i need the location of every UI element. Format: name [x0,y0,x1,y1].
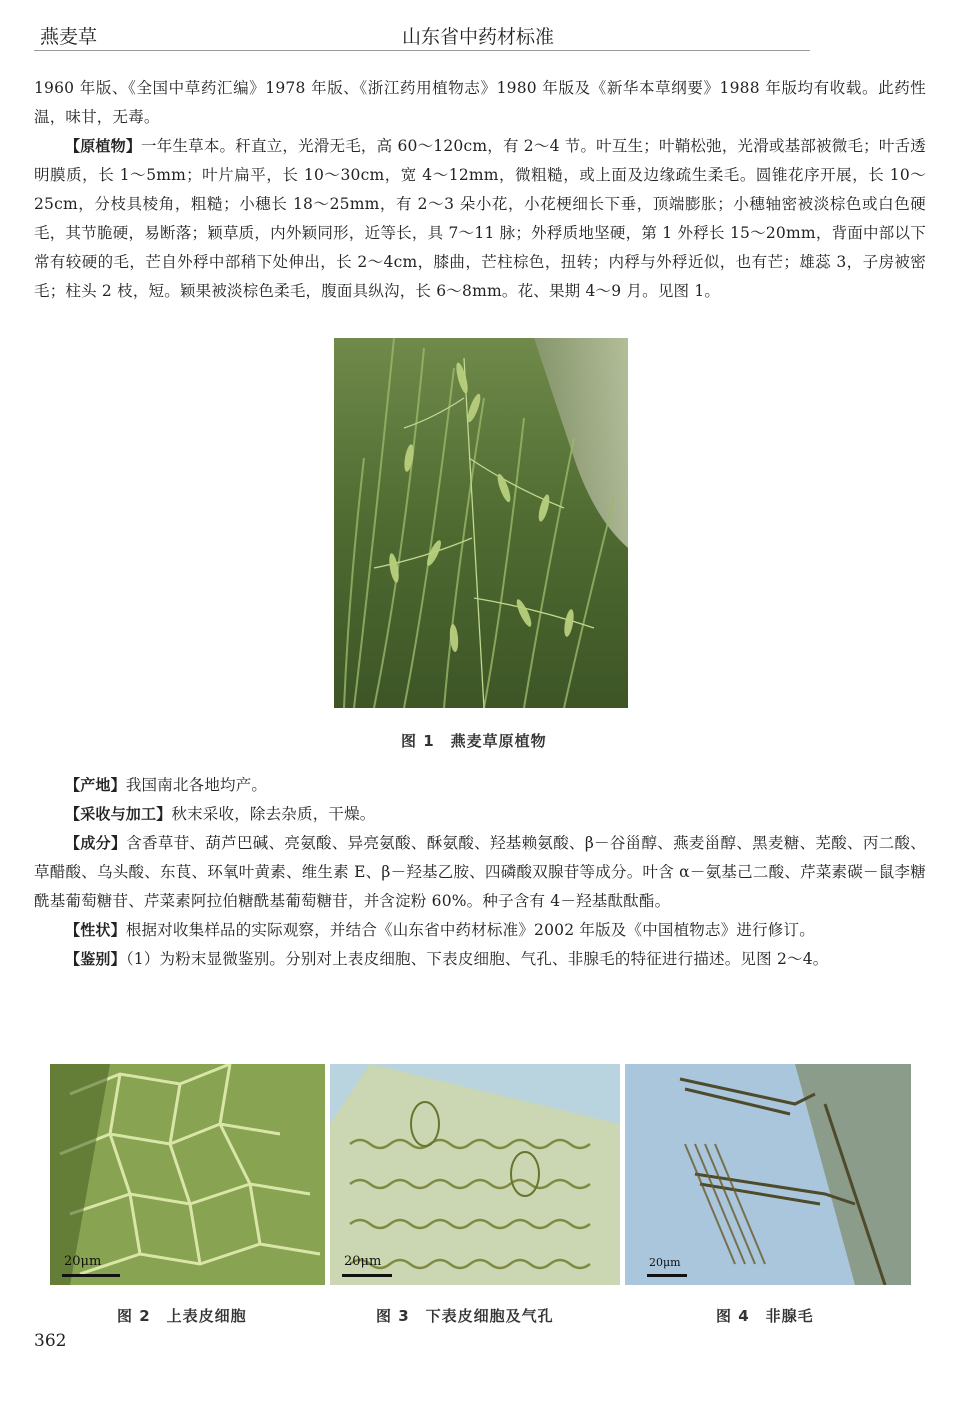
section-label: 【成分】 [65,834,127,852]
scale-label: 20μm [344,1254,382,1269]
section-text: （1）为粉末显微鉴别。分别对上表皮细胞、下表皮细胞、气孔、非腺毛的特征进行描述。见图 2～4。 [125,950,829,968]
section-label: 【鉴别】 [65,950,126,968]
plant-paragraph [34,132,926,306]
figure-4-caption: 图 4 非腺毛 [716,1307,814,1325]
page-number: 362 [34,1331,67,1351]
figure-1-caption: 图 1 燕麦草原植物 [401,732,547,750]
scale-bar [62,1274,120,1277]
section-text: 我国南北各地均产。 [125,776,268,794]
intro-paragraph: 1960 年版、《全国中草药汇编》1978 年版、《浙江药用植物志》1980 年版及《新华本草纲要》1988 年版均有收载。此药性温，味甘，无毒。 [34,79,926,126]
figure-2-caption: 图 2 上表皮细胞 [117,1307,247,1325]
body-text-sections [34,771,926,974]
scale-label: 20μm [64,1254,102,1269]
header-book-title: 山东省中药材标准 [402,26,555,48]
scale-bar [647,1274,687,1277]
section-harvest [34,800,926,829]
figure-3-caption: 图 3 下表皮细胞及气孔 [376,1307,554,1325]
section-label: 【性状】 [65,921,126,939]
section-identification [34,945,926,974]
section-text: 秋末采收，除去杂质，干燥。 [171,805,376,823]
section-label: 【产地】 [65,776,126,794]
plant-photo [334,338,628,708]
micrograph-image [330,1064,620,1285]
micrograph-non-glandular-hair [625,1064,911,1285]
plant-text: 一年生草本。秆直立，光滑无毛，高 60～120cm，有 2～4 节。叶互生；叶鞘松弛，光滑或基部被微毛；叶舌透明膜质，长 1～5mm；叶片扁平，长 10～30cm，宽 4～12mm，微粗糙，或上面及边缘疏生柔毛。圆锥花序开展，长 10～25cm，分枝具棱角，粗糙；小穗长 18～25mm，有 2～3 朵小花，小花梗细长下垂，顶端膨胀；小穗轴密被淡棕色或白色硬毛，其节脆硬，易断落；颖草质，内外颖同形，近等长，具 7～11 脉；外稃质地坚硬，第 1 外稃长 15～20mm，背面中部以下常有较硬的毛，芒自外稃中部稍下处伸出，长 2～4cm，膝曲，芒柱棕色，扭转；内稃与外稃近似，也有芒；雄蕊 3，子房被密毛；柱头 2 枝，短。颖果被淡棕色柔毛，腹面具纵沟，长 6～8mm。花、果期 4～9 月。见图 1。 [34,137,926,300]
section-text: 含香草苷、葫芦巴碱、亮氨酸、异亮氨酸、酥氨酸、羟基赖氨酸、β－谷甾醇、燕麦甾醇、黑麦糖、芜酸、丙二酸、草醋酸、乌头酸、东茛、环氧叶黄素、维生素 E、β－羟基乙胺、四磷酸双腺苷等成分。叶含 α－氨基己二酸、芹菜素碳－鼠李糖酰基葡萄糖苷、芹菜素阿拉伯糖酰基葡萄糖苷，并含淀粉 60%。种子含有 4－羟基酞酞酯。 [34,834,926,910]
header-section-title: 燕麦草 [40,26,98,48]
section-origin [34,771,926,800]
micrograph-image [50,1064,325,1285]
micrograph-image [625,1064,911,1285]
scale-label: 20μm [649,1256,681,1269]
plant-photo-image [334,338,628,708]
plant-label: 【原植物】 [65,137,142,155]
section-components [34,829,926,916]
section-properties [34,916,926,945]
running-header [34,20,810,51]
body-text-top [34,74,926,306]
section-text: 根据对收集样品的实际观察，并结合《山东省中药材标准》2002 年版及《中国植物志》进行修订。 [125,921,815,939]
scale-bar [342,1274,392,1277]
section-label: 【采收与加工】 [65,805,172,823]
micrograph-lower-epidermis [330,1064,620,1285]
micrograph-upper-epidermis [50,1064,325,1285]
